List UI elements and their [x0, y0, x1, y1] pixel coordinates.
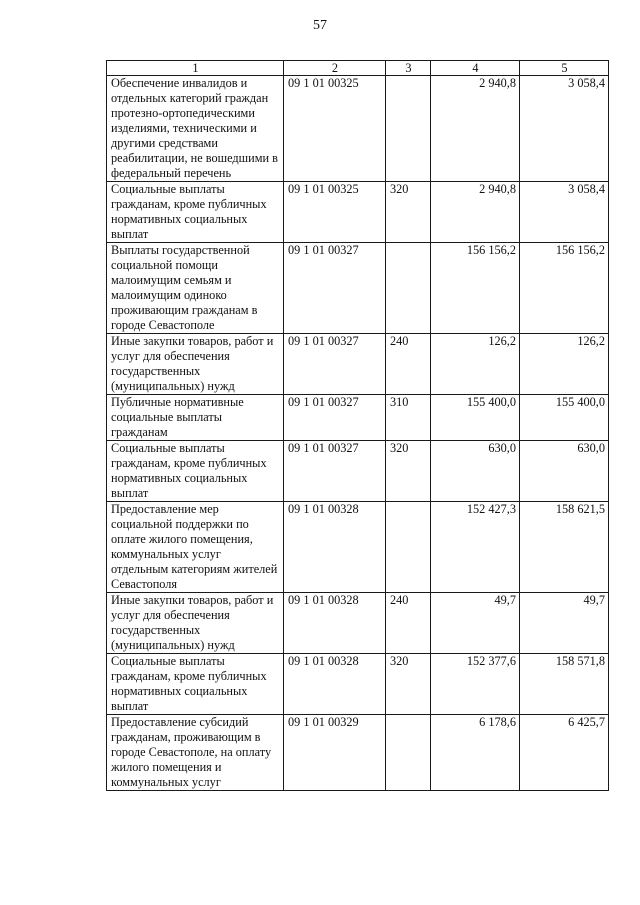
header-col-3: 3	[386, 61, 431, 76]
amount-col-5: 126,2	[520, 334, 609, 395]
target-code: 09 1 01 00329	[284, 715, 386, 791]
table-body	[107, 76, 609, 791]
header-col-1: 1	[107, 61, 284, 76]
item-name: Предоставление мер социальной поддержки по оплате жилого помещения, коммунальных услуг отдельным категориям жителей Севастополя	[107, 502, 284, 593]
target-code: 09 1 01 00327	[284, 395, 386, 441]
table-row	[107, 715, 609, 791]
expense-type	[386, 76, 431, 182]
amount-col-4: 630,0	[431, 441, 520, 502]
amount-col-4: 2 940,8	[431, 76, 520, 182]
amount-col-4: 6 178,6	[431, 715, 520, 791]
expense-type	[386, 502, 431, 593]
expense-type: 320	[386, 654, 431, 715]
header-col-4: 4	[431, 61, 520, 76]
budget-table	[106, 60, 609, 791]
expense-type	[386, 715, 431, 791]
amount-col-5: 6 425,7	[520, 715, 609, 791]
item-name: Иные закупки товаров, работ и услуг для обеспечения государственных (муниципальных) нужд	[107, 334, 284, 395]
item-name: Иные закупки товаров, работ и услуг для обеспечения государственных (муниципальных) нужд	[107, 593, 284, 654]
item-name: Социальные выплаты гражданам, кроме публичных нормативных социальных выплат	[107, 654, 284, 715]
amount-col-5: 156 156,2	[520, 243, 609, 334]
header-row	[107, 61, 609, 76]
table-row	[107, 243, 609, 334]
target-code: 09 1 01 00325	[284, 182, 386, 243]
table-row	[107, 502, 609, 593]
target-code: 09 1 01 00325	[284, 76, 386, 182]
item-name: Предоставление субсидий гражданам, проживающим в городе Севастополе, на оплату жилого помещения и коммунальных услуг	[107, 715, 284, 791]
expense-type	[386, 243, 431, 334]
target-code: 09 1 01 00327	[284, 441, 386, 502]
amount-col-4: 49,7	[431, 593, 520, 654]
amount-col-5: 158 621,5	[520, 502, 609, 593]
item-name: Выплаты государственной социальной помощи малоимущим семьям и малоимущим одиноко проживающим гражданам в городе Севастополе	[107, 243, 284, 334]
amount-col-4: 155 400,0	[431, 395, 520, 441]
item-name: Обеспечение инвалидов и отдельных категорий граждан протезно-ортопедическими изделиями, техническими и другими средствами реабилитации, не вошедшими в федеральный перечень	[107, 76, 284, 182]
item-name: Публичные нормативные социальные выплаты гражданам	[107, 395, 284, 441]
target-code: 09 1 01 00328	[284, 654, 386, 715]
amount-col-5: 630,0	[520, 441, 609, 502]
table-row	[107, 76, 609, 182]
table-row	[107, 182, 609, 243]
amount-col-4: 2 940,8	[431, 182, 520, 243]
expense-type: 320	[386, 182, 431, 243]
item-name: Социальные выплаты гражданам, кроме публичных нормативных социальных выплат	[107, 441, 284, 502]
page-number: 57	[313, 18, 327, 33]
amount-col-4: 152 427,3	[431, 502, 520, 593]
expense-type: 310	[386, 395, 431, 441]
target-code: 09 1 01 00328	[284, 593, 386, 654]
target-code: 09 1 01 00327	[284, 334, 386, 395]
amount-col-5: 49,7	[520, 593, 609, 654]
table-header	[107, 61, 609, 76]
amount-col-4: 152 377,6	[431, 654, 520, 715]
header-col-2: 2	[284, 61, 386, 76]
target-code: 09 1 01 00328	[284, 502, 386, 593]
table-row	[107, 654, 609, 715]
amount-col-5: 3 058,4	[520, 182, 609, 243]
table-row	[107, 334, 609, 395]
expense-type: 320	[386, 441, 431, 502]
amount-col-4: 156 156,2	[431, 243, 520, 334]
amount-col-5: 3 058,4	[520, 76, 609, 182]
header-col-5: 5	[520, 61, 609, 76]
amount-col-5: 155 400,0	[520, 395, 609, 441]
expense-type: 240	[386, 334, 431, 395]
target-code: 09 1 01 00327	[284, 243, 386, 334]
table-row	[107, 441, 609, 502]
table-row	[107, 395, 609, 441]
expense-type: 240	[386, 593, 431, 654]
amount-col-4: 126,2	[431, 334, 520, 395]
table-row	[107, 593, 609, 654]
amount-col-5: 158 571,8	[520, 654, 609, 715]
item-name: Социальные выплаты гражданам, кроме публичных нормативных социальных выплат	[107, 182, 284, 243]
